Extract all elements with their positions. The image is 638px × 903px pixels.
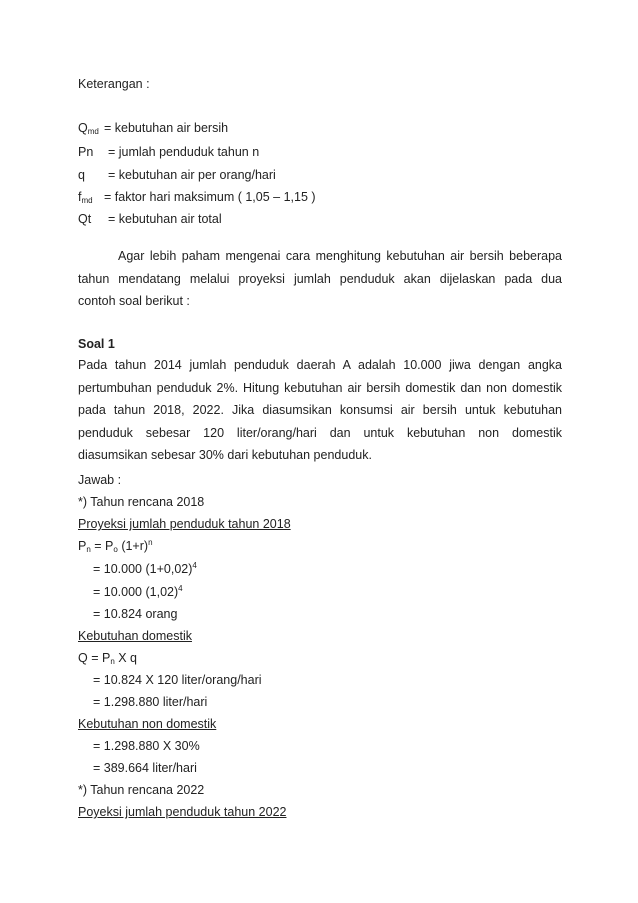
population-formula: Pn = Po $(1+r)^n$ [78,538,153,554]
q-formula: Q = Pn X q [78,651,138,666]
proyeksi-2018-heading: Proyeksi jumlah penduduk tahun 2018 [78,517,291,531]
calc-step: = 10.000 $(1+0,02)^4$ [93,561,197,576]
kebutuhan-non-domestik-heading: Kebutuhan non domestik [78,717,217,731]
tahun-rencana-2022: *) Tahun rencana 2022 [78,783,205,797]
soal-title: Soal 1 [78,337,115,351]
intro-paragraph: Agar lebih paham mengenai cara menghitung kebutuhan air bersih beberapa tahun mendatang melalui proyeksi jumlah penduduk akan dijelaskan pada dua contoh soal berikut : [78,249,562,308]
calc-step: = 1.298.880 X 30% [93,739,200,753]
definition-item: Qmd = kebutuhan air bersih [78,121,229,136]
proyeksi-2022-heading: Poyeksi jumlah penduduk tahun 2022 [78,805,287,819]
calc-step: = 1.298.880 liter/hari [93,695,208,709]
calc-step: = 389.664 liter/hari [93,761,197,775]
jawab-label: Jawab : [78,473,122,487]
calc-step: = 10.000 $(1,02)^4$ [93,584,183,599]
keterangan-label: Keterangan : [78,77,150,91]
definition-item: q = kebutuhan air per orang/hari [78,168,276,182]
definition-item: Pn = jumlah penduduk tahun n [78,145,260,159]
kebutuhan-domestik-heading: Kebutuhan domestik [78,629,192,643]
tahun-rencana-2018: *) Tahun rencana 2018 [78,495,205,509]
definition-item: fmd = faktor hari maksimum ( 1,05 – 1,15 ) [78,190,316,205]
calc-step: = 10.824 X 120 liter/orang/hari [93,673,262,687]
definition-item: Qt = kebutuhan air total [78,212,222,226]
soal-paragraph: Pada tahun 2014 jumlah penduduk daerah A adalah 10.000 jiwa dengan angka pertumbuhan penduduk 2%. Hitung kebutuhan air bersih domestik dan non domestik pada tahun 2018, 2022. Jika diasumsikan konsumsi air bersih untuk kebutuhan penduduk sebesar 120 liter/orang/hari dan untuk kebutuhan non domestik diasumsikan sebesar 30% dari kebutuhan penduduk. [78,358,562,462]
calc-step: = 10.824 orang [93,607,178,621]
